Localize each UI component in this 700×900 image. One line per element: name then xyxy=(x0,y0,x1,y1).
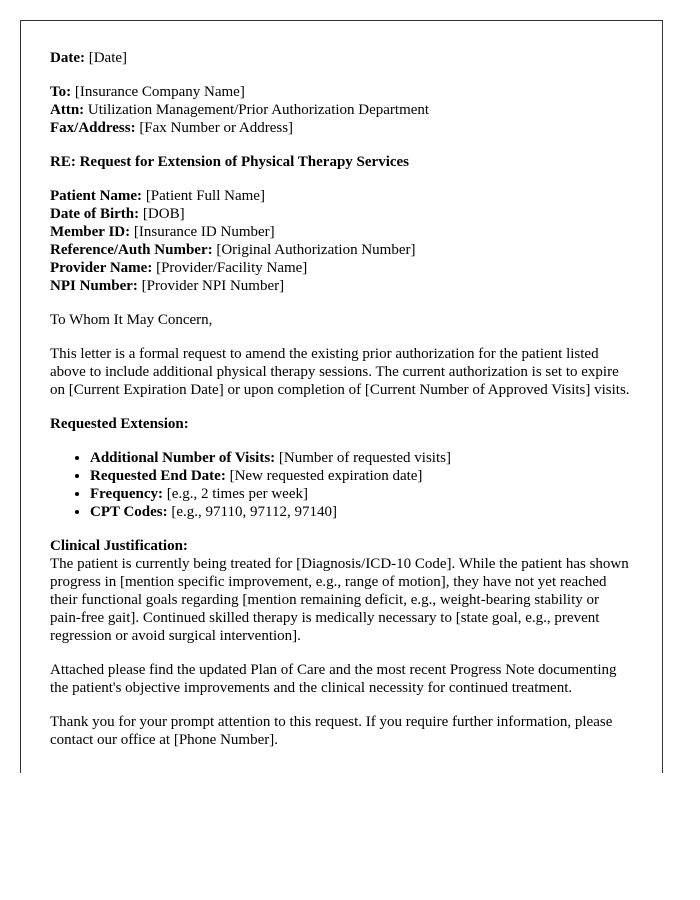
salutation: To Whom It May Concern, xyxy=(50,312,213,328)
subject-line: RE: Request for Extension of Physical Therapy Services xyxy=(50,154,410,170)
list-item: • Frequency: [e.g., 2 times per week] xyxy=(90,485,633,503)
extension-list xyxy=(50,449,633,521)
list-item: • Additional Number of Visits: [Number of requested visits] xyxy=(90,449,633,467)
recipient-block: To: [Insurance Company Name] Attn: Utilization Management/Prior Authorization Department Fax/Address: [Fax Number or Address] xyxy=(50,84,430,136)
closing-paragraph: Thank you for your prompt attention to this request. If you require further information, please contact our office at [Phone Number]. xyxy=(50,714,613,748)
extension-heading: Requested Extension: xyxy=(50,416,189,432)
list-item: • Requested End Date: [New requested expiration date] xyxy=(90,467,633,485)
patient-info-block: Patient Name: [Patient Full Name] Date of Birth: [DOB] Member ID: [Insurance ID Number] Reference/Auth Number: [Original Authorization Number] Provider Name: [Provider/Facility Name] NPI Number: [Provider NPI Number] xyxy=(50,188,416,294)
date-line: Date: [Date] xyxy=(50,50,128,66)
list-item: • CPT Codes: [e.g., 97110, 97112, 97140] xyxy=(90,503,633,521)
attachments-paragraph: Attached please find the updated Plan of Care and the most recent Progress Note documenting the patient's objective improvements and the clinical necessity for continued treatment. xyxy=(50,662,617,696)
letter xyxy=(20,20,663,773)
justification-paragraph: Clinical Justification: The patient is currently being treated for [Diagnosis/ICD-10 Code]. While the patient has shown progress in [mention specific improvement, e.g., range of motion], they have not yet reached their functional goals regarding [mention remaining deficit, e.g., weight-bearing stability or pain-free gait]. Continued skilled therapy is medically necessary to [state goal, e.g., prevent regression or avoid surgical intervention]. xyxy=(50,538,629,644)
intro-paragraph: This letter is a formal request to amend the existing prior authorization for the patient listed above to include additional physical therapy sessions. The current authorization is set to expire on [Current Expiration Date] or upon completion of [Current Number of Approved Visits] visits. xyxy=(50,346,630,398)
